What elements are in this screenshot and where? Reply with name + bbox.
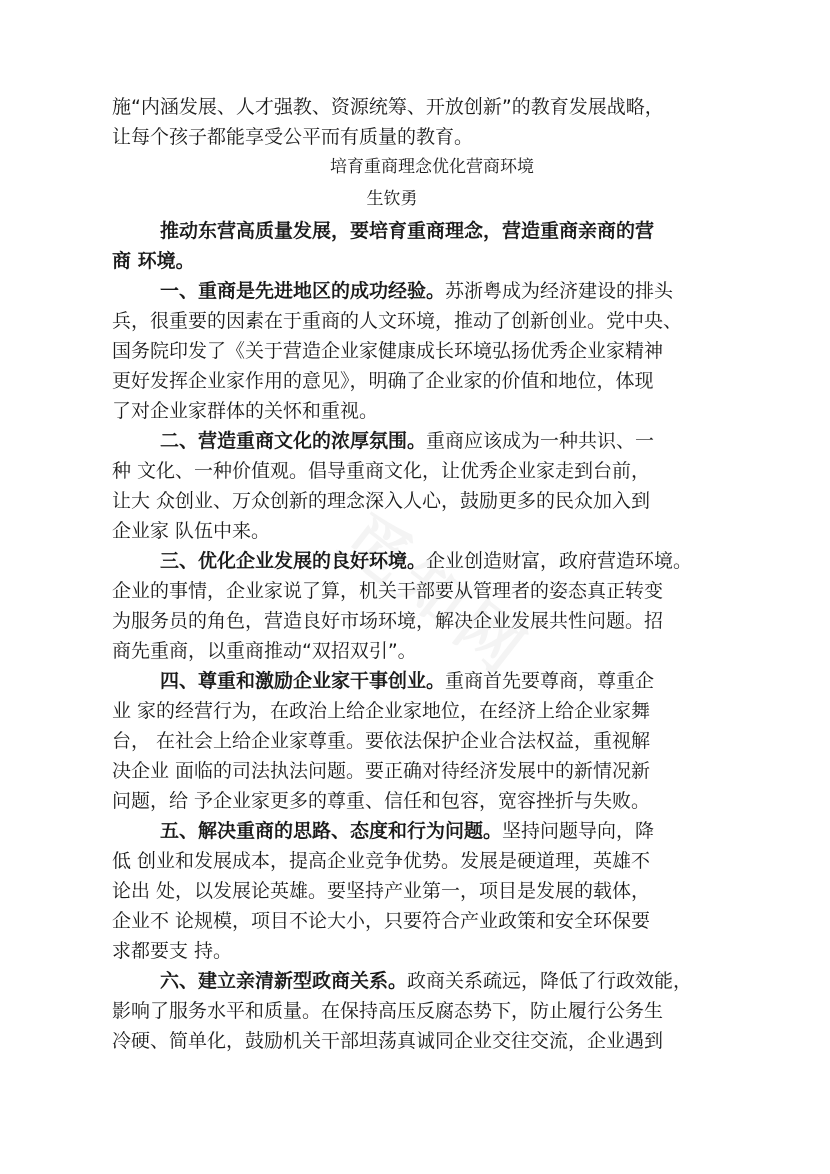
paragraph-line: 低 创业和发展成本，提高企业竞争优势。发展是硬道理，英雄不 (112, 850, 651, 872)
section-2-first-line (112, 426, 752, 456)
paragraph-line: 种 文化、一种价值观。倡导重商文化，让优秀企业家走到台前， (112, 460, 651, 482)
document-body (112, 92, 752, 1056)
section-text: 苏浙粤成为经济建设的排头 (445, 280, 674, 302)
paragraph-line: 让大 众创业、万众创新的理念深入人心，鼓励更多的民众加入到 (112, 490, 651, 512)
section-heading: 四、尊重和激励企业家干事创业。 (160, 670, 446, 692)
section-3-first-line (112, 546, 752, 576)
paragraph-line: 论出 处，以发展论英雄。要坚持产业第一，项目是发展的载体， (112, 880, 651, 902)
paragraph-line: 国务院印发了《关于营造企业家健康成长环境弘扬优秀企业家精神 (112, 340, 664, 362)
section-4-first-line (112, 666, 752, 696)
section-heading: 三、优化企业发展的良好环境。 (160, 550, 427, 572)
section-text: 企业创造财富，政府营造环境。 (426, 550, 693, 572)
intro-line: 让每个孩子都能享受公平而有质量的教育。 (112, 126, 474, 148)
section-heading: 二、营造重商文化的浓厚氛围。 (160, 430, 427, 452)
section-heading: 五、解决重商的思路、态度和行为问题。 (160, 820, 503, 842)
article-title: 培育重商理念优化营商环境 (330, 157, 534, 177)
paragraph-line: 影响了服务水平和质量。在保持高压反腐态势下，防止履行公务生 (112, 1000, 664, 1022)
section-6-first-line (112, 966, 752, 996)
section-heading: 一、重商是先进地区的成功经验。 (160, 280, 446, 302)
paragraph-line: 业 家的经营行为，在政治上给企业家地位，在经济上给企业家舞 (112, 700, 651, 722)
section-text: 重商首先要尊商，尊重企 (445, 670, 655, 692)
lead-line: 商 环境。 (112, 250, 195, 272)
article-author: 生钦勇 (366, 189, 418, 209)
paragraph-line: 为服务员的角色，营造良好市场环境，解决企业发展共性问题。招 (112, 610, 664, 632)
section-text: 坚持问题导向，降 (502, 820, 655, 842)
lead-line: 推动东营高质量发展，要培育重商理念，营造重商亲商的营 (160, 220, 655, 242)
section-text: 政商关系疏远，降低了行政效能， (407, 970, 693, 992)
paragraph-line: 问题，给 予企业家更多的尊重、信任和包容，宽容挫折与失败。 (112, 790, 651, 812)
section-5-first-line (112, 816, 752, 846)
section-heading: 六、建立亲清新型政商关系。 (160, 970, 408, 992)
paragraph-line: 决企业 面临的司法执法问题。要正确对待经济发展中的新情况新 (112, 760, 651, 782)
paragraph-line: 更好发挥企业家作用的意见》，明确了企业家的价值和地位，体现 (112, 370, 654, 392)
paragraph-line: 兵，很重要的因素在于重商的人文环境，推动了创新创业。党中央、 (112, 310, 683, 332)
paragraph-line: 冷硬、简单化，鼓励机关干部坦荡真诚同企业交往交流，企业遇到 (112, 1030, 664, 1052)
paragraph-line: 企业不 论规模，项目不论大小，只要符合产业政策和安全环保要 (112, 910, 651, 932)
section-text: 重商应该成为一种共识、一 (426, 430, 655, 452)
paragraph-line: 企业的事情，企业家说了算，机关干部要从管理者的姿态真正转变 (112, 580, 664, 602)
paragraph-line: 商先重商，以重商推动“双招双引”。 (112, 640, 417, 662)
section-1-first-line (112, 276, 752, 306)
paragraph-line: 企业家 队伍中来。 (112, 520, 271, 542)
paragraph-line: 求都要支 持。 (112, 940, 233, 962)
paragraph-line: 台， 在社会上给企业家尊重。要依法保护企业合法权益，重视解 (112, 730, 651, 752)
intro-line: 施“内涵发展、人才强教、资源统筹、开放创新”的教育发展战略， (112, 96, 664, 118)
paragraph-line: 了对企业家群体的关怀和重视。 (112, 400, 379, 422)
